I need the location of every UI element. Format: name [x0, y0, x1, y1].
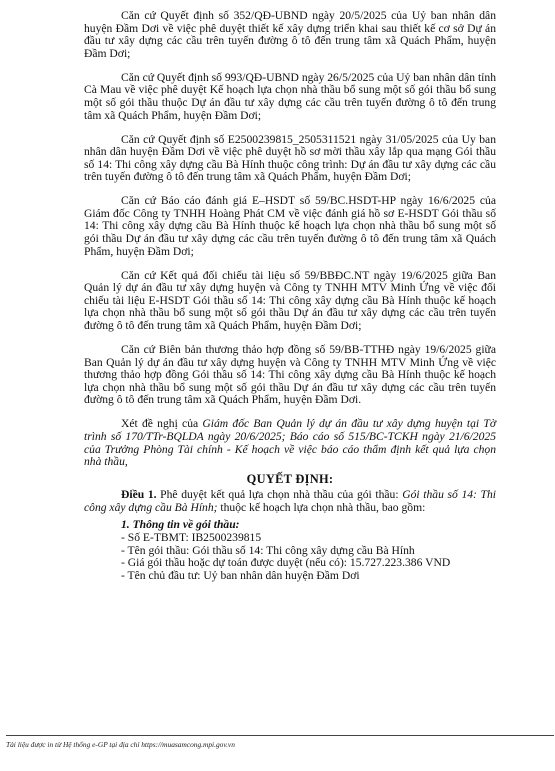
section-1-item-tbmt: - Số E-TBMT: IB2500239815: [121, 531, 262, 545]
proposal-lead-text: Xét đề nghị của: [121, 417, 203, 431]
article-1: [84, 489, 496, 514]
article-1-text-b: thuộc kế hoạch lựa chọn nhà thầu, bao gồm:: [217, 500, 426, 514]
article-1-label: Điều 1.: [121, 488, 157, 502]
paragraph-proposal: [84, 418, 496, 468]
decision-title: QUYẾT ĐỊNH:: [246, 471, 334, 486]
proposal-italic-text: Giám đốc Ban Quản lý dự án đầu tư xây dựng huyện tại Tờ trình số 170/TTr-BQLDA ngày 20/6/2025; Báo cáo số 515/BC-TCKH ngày 21/6/2025 của Trưởng Phòng Tài chính - Kế hoạch về việc báo cáo thẩm định kết quả lựa chọn nhà thầu,: [84, 417, 497, 469]
paragraph-contract-negotiation: Căn cứ Biên bản thương thảo hợp đồng số 59/BB-TTHĐ ngày 19/6/2025 giữa Ban Quản lý dự án đầu tư xây dựng huyện và Công ty TNHH MTV Minh Ứng về việc thương thảo hợp đồng Gói thầu số 14: Thi công xây dựng cầu Bà Hính thuộc kế hoạch lựa chọn nhà thầu bổ sung một số gói thầu Dự án đầu tư xây dựng các cầu trên tuyến đường ô tô đến trung tâm xã Quách Phẩm, huyện Đầm Dơi.: [84, 343, 496, 407]
section-1-item-package-name: - Tên gói thầu: Gói thầu số 14: Thi công xây dựng cầu Bà Hính: [121, 543, 415, 557]
paragraph-evaluation-report: Căn cứ Báo cáo đánh giá E–HSDT số 59/BC.HSDT-HP ngày 16/6/2025 của Giám đốc Công ty TNHH Hoàng Phát CM về việc đánh giá hồ sơ E-HSDT Gói thầu số 14: Thi công xây dựng cầu Bà Hính thuộc kế hoạch lựa chọn nhà thầu bổ sung một số gói thầu Dự án đầu tư xây dựng các cầu trên tuyến đường ô tô đến trung tâm xã Quách Phẩm, huyện Đầm Dơi;: [84, 194, 496, 258]
section-1-item-package-price: - Giá gói thầu hoặc dự toán được duyệt (nếu có): 15.727.223.386 VND: [121, 556, 451, 570]
document-body: [84, 10, 496, 583]
footer-divider: [6, 735, 554, 736]
paragraph-document-comparison: Căn cứ Kết quả đối chiếu tài liệu số 59/BBĐC.NT ngày 19/6/2025 giữa Ban Quản lý dự án đầu tư xây dựng huyện và Công ty TNHH MTV Minh Ứng về việc đối chiếu tài liệu E-HSDT Gói thầu số 14: Thi công xây dựng cầu Bà Hính thuộc kế hoạch lựa chọn nhà thầu bổ sung một số gói thầu Dự án đầu tư xây dựng các cầu trên tuyến đường ô tô đến trung tâm xã Quách Phẩm, huyện Đầm Dơi;: [84, 268, 496, 333]
paragraph-decision-e2500239815: Căn cứ Quyết định số E2500239815_2505311521 ngày 31/05/2025 của Uy ban nhân dân huyện Đầm Dơi về việc phê duyệt hồ sơ mời thầu xây lắp qua mạng Gói thầu số 14: Thi công xây dựng cầu Bà Hính thuộc công trình: Dự án đầu tư xây dựng các cầu trên tuyến đường ô tô đến trung tâm xã Quách Phẩm, huyện Đầm Dơi;: [84, 132, 496, 184]
paragraph-decision-993: Căn cứ Quyết định số 993/QĐ-UBND ngày 26/5/2025 của Uỷ ban nhân dân tỉnh Cà Mau về việc phê duyệt Kế hoạch lựa chọn nhà thầu bổ sung một số gói thầu bổ sung một số gói thầu thuộc Dự án đầu tư xây dựng các cầu trên tuyến đường ô tô đến trung tâm xã Quách Phẩm, huyện Đầm Dơi;: [84, 70, 496, 122]
section-1-heading: 1. Thông tin về gói thầu:: [121, 517, 240, 531]
footer-note: Tài liệu được in từ Hệ thống e-GP tại địa chỉ https://muasamcong.mpi.gov.vn: [6, 740, 235, 749]
paragraph-decision-352: Căn cứ Quyết định số 352/QĐ-UBND ngày 20/5/2025 của Uỷ ban nhân dân huyện Đầm Dơi về việc phê duyệt thiết kế xây dựng triển khai sau thiết kế cơ sở Dự án đầu tư xây dựng các cầu trên tuyến đường ô tô đến trung tâm xã Quách Phẩm, huyện Đầm Dơi;: [84, 9, 496, 60]
article-1-package-name: Gói thầu số 14: Thi công xây dựng cầu Bà Hính;: [84, 488, 497, 514]
section-1-item-investor: - Tên chủ đầu tư: Uỷ ban nhân dân huyện Đầm Dơi: [121, 568, 360, 582]
article-1-text-a: Phê duyệt kết quả lựa chọn nhà thầu của gói thầu:: [156, 488, 403, 502]
